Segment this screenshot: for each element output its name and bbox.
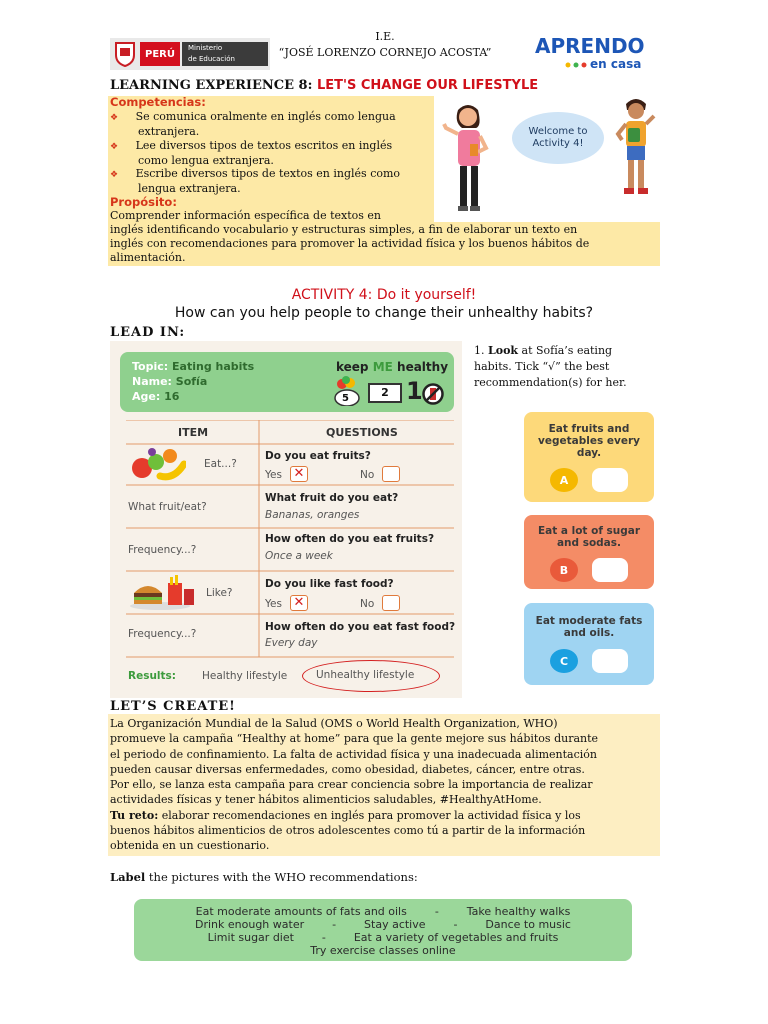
lets-create-text	[110, 716, 660, 854]
girl-illustration	[440, 100, 500, 218]
welcome-line2: Activity 4!	[532, 138, 584, 149]
look-rest3: recommendation(s) for her.	[474, 376, 627, 389]
x-mark-icon: ✕	[293, 595, 305, 610]
label-task	[110, 870, 418, 884]
look-rest2: habits. Tick “√” the best	[474, 360, 610, 373]
option-b-line2: and sodas.	[556, 537, 622, 549]
boy-illustration	[614, 96, 658, 200]
competencia-item-1	[110, 110, 434, 139]
row1-yes-checkbox[interactable]	[290, 466, 308, 482]
label-task-rest: the pictures with the WHO recommendations:	[145, 870, 418, 884]
logo-ministerio	[182, 42, 268, 66]
x-mark-icon: ✕	[293, 466, 305, 481]
row4-yes-checkbox[interactable]	[290, 595, 308, 611]
row2-item: What fruit/eat?	[128, 501, 207, 513]
keep-me: ME	[372, 360, 393, 374]
row1-no-checkbox[interactable]	[382, 466, 400, 482]
peru-shield-icon	[114, 41, 136, 67]
row4-no-checkbox[interactable]	[382, 595, 400, 611]
create-line-2: promueve la campaña “Healthy at home” para que la gente mejore sus hábitos durante	[110, 732, 599, 746]
recommendation-line-4: Try exercise classes online	[310, 944, 456, 957]
competencia-2-line1: Lee diversos tipos de textos escritos en inglés	[135, 139, 393, 152]
badge-1: 1	[406, 377, 423, 405]
age-value: 16	[164, 390, 180, 403]
school-name: “JOSÉ LORENZO CORNEJO ACOSTA”	[278, 46, 492, 59]
diamond-bullet-icon: ❖	[110, 113, 119, 123]
option-a-line3: day.	[576, 447, 602, 459]
proposito-heading: Propósito:	[110, 195, 177, 209]
create-line-6: actividades físicas y tener hábitos alimenticios saludables, #HealthyAtHome.	[110, 793, 542, 807]
look-bold: Look	[488, 344, 519, 357]
results-healthy: Healthy lifestyle	[202, 670, 288, 682]
row5-item: Frequency...?	[128, 628, 197, 640]
topic-value: Eating habits	[172, 360, 255, 373]
proposito-line1: Comprender información específica de textos en	[110, 209, 381, 222]
results-unhealthy: Unhealthy lifestyle	[316, 669, 415, 681]
competencia-3-line1: Escribe diversos tipos de textos en inglés como	[135, 167, 401, 180]
option-a-line1: Eat fruits and	[548, 423, 630, 435]
topic-label: Topic:	[132, 360, 169, 373]
row1-question: Do you eat fruits?	[265, 450, 371, 462]
proposito-line3: inglés con recomendaciones para promover la actividad física y los buenos hábitos de	[110, 237, 590, 250]
create-line-5: Por ello, se lanza esta campaña para crear conciencia sobre la importancia de realizar	[110, 778, 593, 792]
brand-dots-icon	[565, 62, 587, 68]
option-a-card	[524, 412, 654, 502]
row1-item: Eat...?	[204, 458, 237, 470]
recommendation-line-2: Drink enough water - Stay active - Dance to music	[195, 918, 571, 931]
create-line-4: pueden causar diversas enfermedades, como obesidad, diabetes, cáncer, entre otras.	[110, 762, 585, 776]
fast-food-icon	[128, 575, 198, 611]
competencia-1-line2: extranjera.	[138, 125, 200, 138]
row5-answer: Every day	[265, 637, 318, 649]
page-title	[110, 78, 538, 93]
row3-answer: Once a week	[265, 550, 333, 562]
col-item-header: ITEM	[178, 426, 209, 439]
option-b-tick-box[interactable]	[592, 558, 628, 582]
row4-yes-label: Yes	[265, 598, 282, 610]
topic-line	[132, 360, 254, 373]
recommendation-line-3: Limit sugar diet - Eat a variety of vegetables and fruits	[207, 931, 559, 944]
activity-title: ACTIVITY 4: Do it yourself!	[291, 287, 477, 303]
row1-no-label: No	[360, 469, 375, 481]
option-c-line1: Eat moderate fats	[535, 615, 643, 627]
logo-ministerio-line1: Ministerio	[188, 44, 223, 52]
recommendation-line-1: Eat moderate amounts of fats and oils - Take healthy walks	[195, 905, 571, 918]
age-line	[132, 390, 179, 403]
competencias-heading: Competencias:	[110, 95, 206, 109]
col-questions-header: QUESTIONS	[326, 426, 398, 439]
row4-item: Like?	[206, 587, 233, 599]
row1-yes-label: Yes	[265, 469, 282, 481]
option-c-letter: C	[550, 649, 578, 673]
results-label: Results:	[128, 670, 176, 682]
create-line-3: el periodo de confinamiento. La falta de actividad física y una inadecuada alimentación	[110, 747, 597, 761]
fruits-icon	[130, 446, 186, 484]
competencia-item-2	[110, 139, 434, 168]
name-value: Sofía	[175, 375, 208, 388]
keep-me-healthy-logo	[336, 360, 448, 374]
brand-logo-bottom: en casa	[590, 57, 642, 71]
lets-create-heading: LET’S CREATE!	[110, 699, 236, 714]
option-c-line2: and oils.	[563, 627, 615, 639]
option-c-tick-box[interactable]	[592, 649, 628, 673]
look-pre: 1.	[474, 344, 488, 357]
tv-badge-2	[368, 383, 402, 403]
keep-post: healthy	[392, 360, 449, 374]
label-task-bold: Label	[110, 870, 146, 884]
create-line-1: La Organización Mundial de la Salud (OMS o World Health Organization, WHO)	[110, 717, 558, 730]
competencia-3-line2: lengua extranjera.	[138, 182, 241, 195]
row2-question: What fruit do you eat?	[265, 492, 399, 504]
row3-question: How often do you eat fruits?	[265, 533, 435, 545]
competencia-item-3	[110, 167, 434, 196]
look-instruction	[474, 343, 654, 391]
row4-question: Do you like fast food?	[265, 578, 394, 590]
option-a-letter: A	[550, 468, 578, 492]
title-prefix: LEARNING EXPERIENCE 8:	[110, 78, 313, 93]
look-rest1: at Sofía’s eating	[518, 344, 613, 357]
option-a-line2: vegetables every	[538, 435, 640, 447]
reto-label: Tu reto:	[110, 808, 159, 822]
row4-no-label: No	[360, 598, 375, 610]
brand-logo-top: APRENDO	[535, 34, 645, 58]
age-label: Age:	[132, 390, 161, 403]
option-b-line1: Eat a lot of sugar	[537, 525, 641, 537]
no-soda-icon	[422, 383, 444, 405]
option-c-card	[524, 603, 654, 685]
welcome-line1: Welcome to	[528, 126, 588, 137]
proposito-line4: alimentación.	[110, 251, 186, 264]
proposito-line2: inglés identificando vocabulario y estructuras simples, a fin de elaborar un texto en	[110, 223, 578, 236]
welcome-bubble	[512, 112, 604, 164]
option-b-letter: B	[550, 558, 578, 582]
reto-line-3: obtenida en un cuestionario.	[110, 839, 270, 853]
badge-5: 5	[342, 393, 349, 404]
minedu-logo	[110, 38, 270, 70]
logo-ministerio-line2: de Educación	[188, 55, 235, 63]
option-a-tick-box[interactable]	[592, 468, 628, 492]
row2-answer: Bananas, oranges	[265, 509, 360, 521]
activity-question: How can you help people to change their unhealthy habits?	[174, 305, 594, 321]
reto-line-2: buenos hábitos alimenticios de otros adolescentes como tú a partir de la información	[110, 824, 586, 838]
title-highlight: LET'S CHANGE OUR LIFESTYLE	[316, 78, 539, 93]
competencia-1-line1: Se comunica oralmente en inglés como lengua	[135, 110, 396, 123]
row3-item: Frequency...?	[128, 544, 197, 556]
logo-peru-text: PERÚ	[140, 42, 180, 66]
keep-pre: keep	[336, 360, 373, 374]
ie-label: I.E.	[375, 30, 395, 43]
reto-line-1: elaborar recomendaciones en inglés para promover la actividad física y los	[158, 808, 581, 822]
diamond-bullet-icon: ❖	[110, 142, 119, 152]
name-line	[132, 375, 207, 388]
competencia-2-line2: como lengua extranjera.	[138, 154, 274, 167]
diamond-bullet-icon: ❖	[110, 170, 119, 180]
lead-in-heading: LEAD IN:	[110, 325, 186, 340]
name-label: Name:	[132, 375, 172, 388]
row5-question: How often do you eat fast food?	[265, 621, 456, 633]
tv-badge-2-text: 2	[381, 386, 389, 399]
option-b-card	[524, 515, 654, 589]
